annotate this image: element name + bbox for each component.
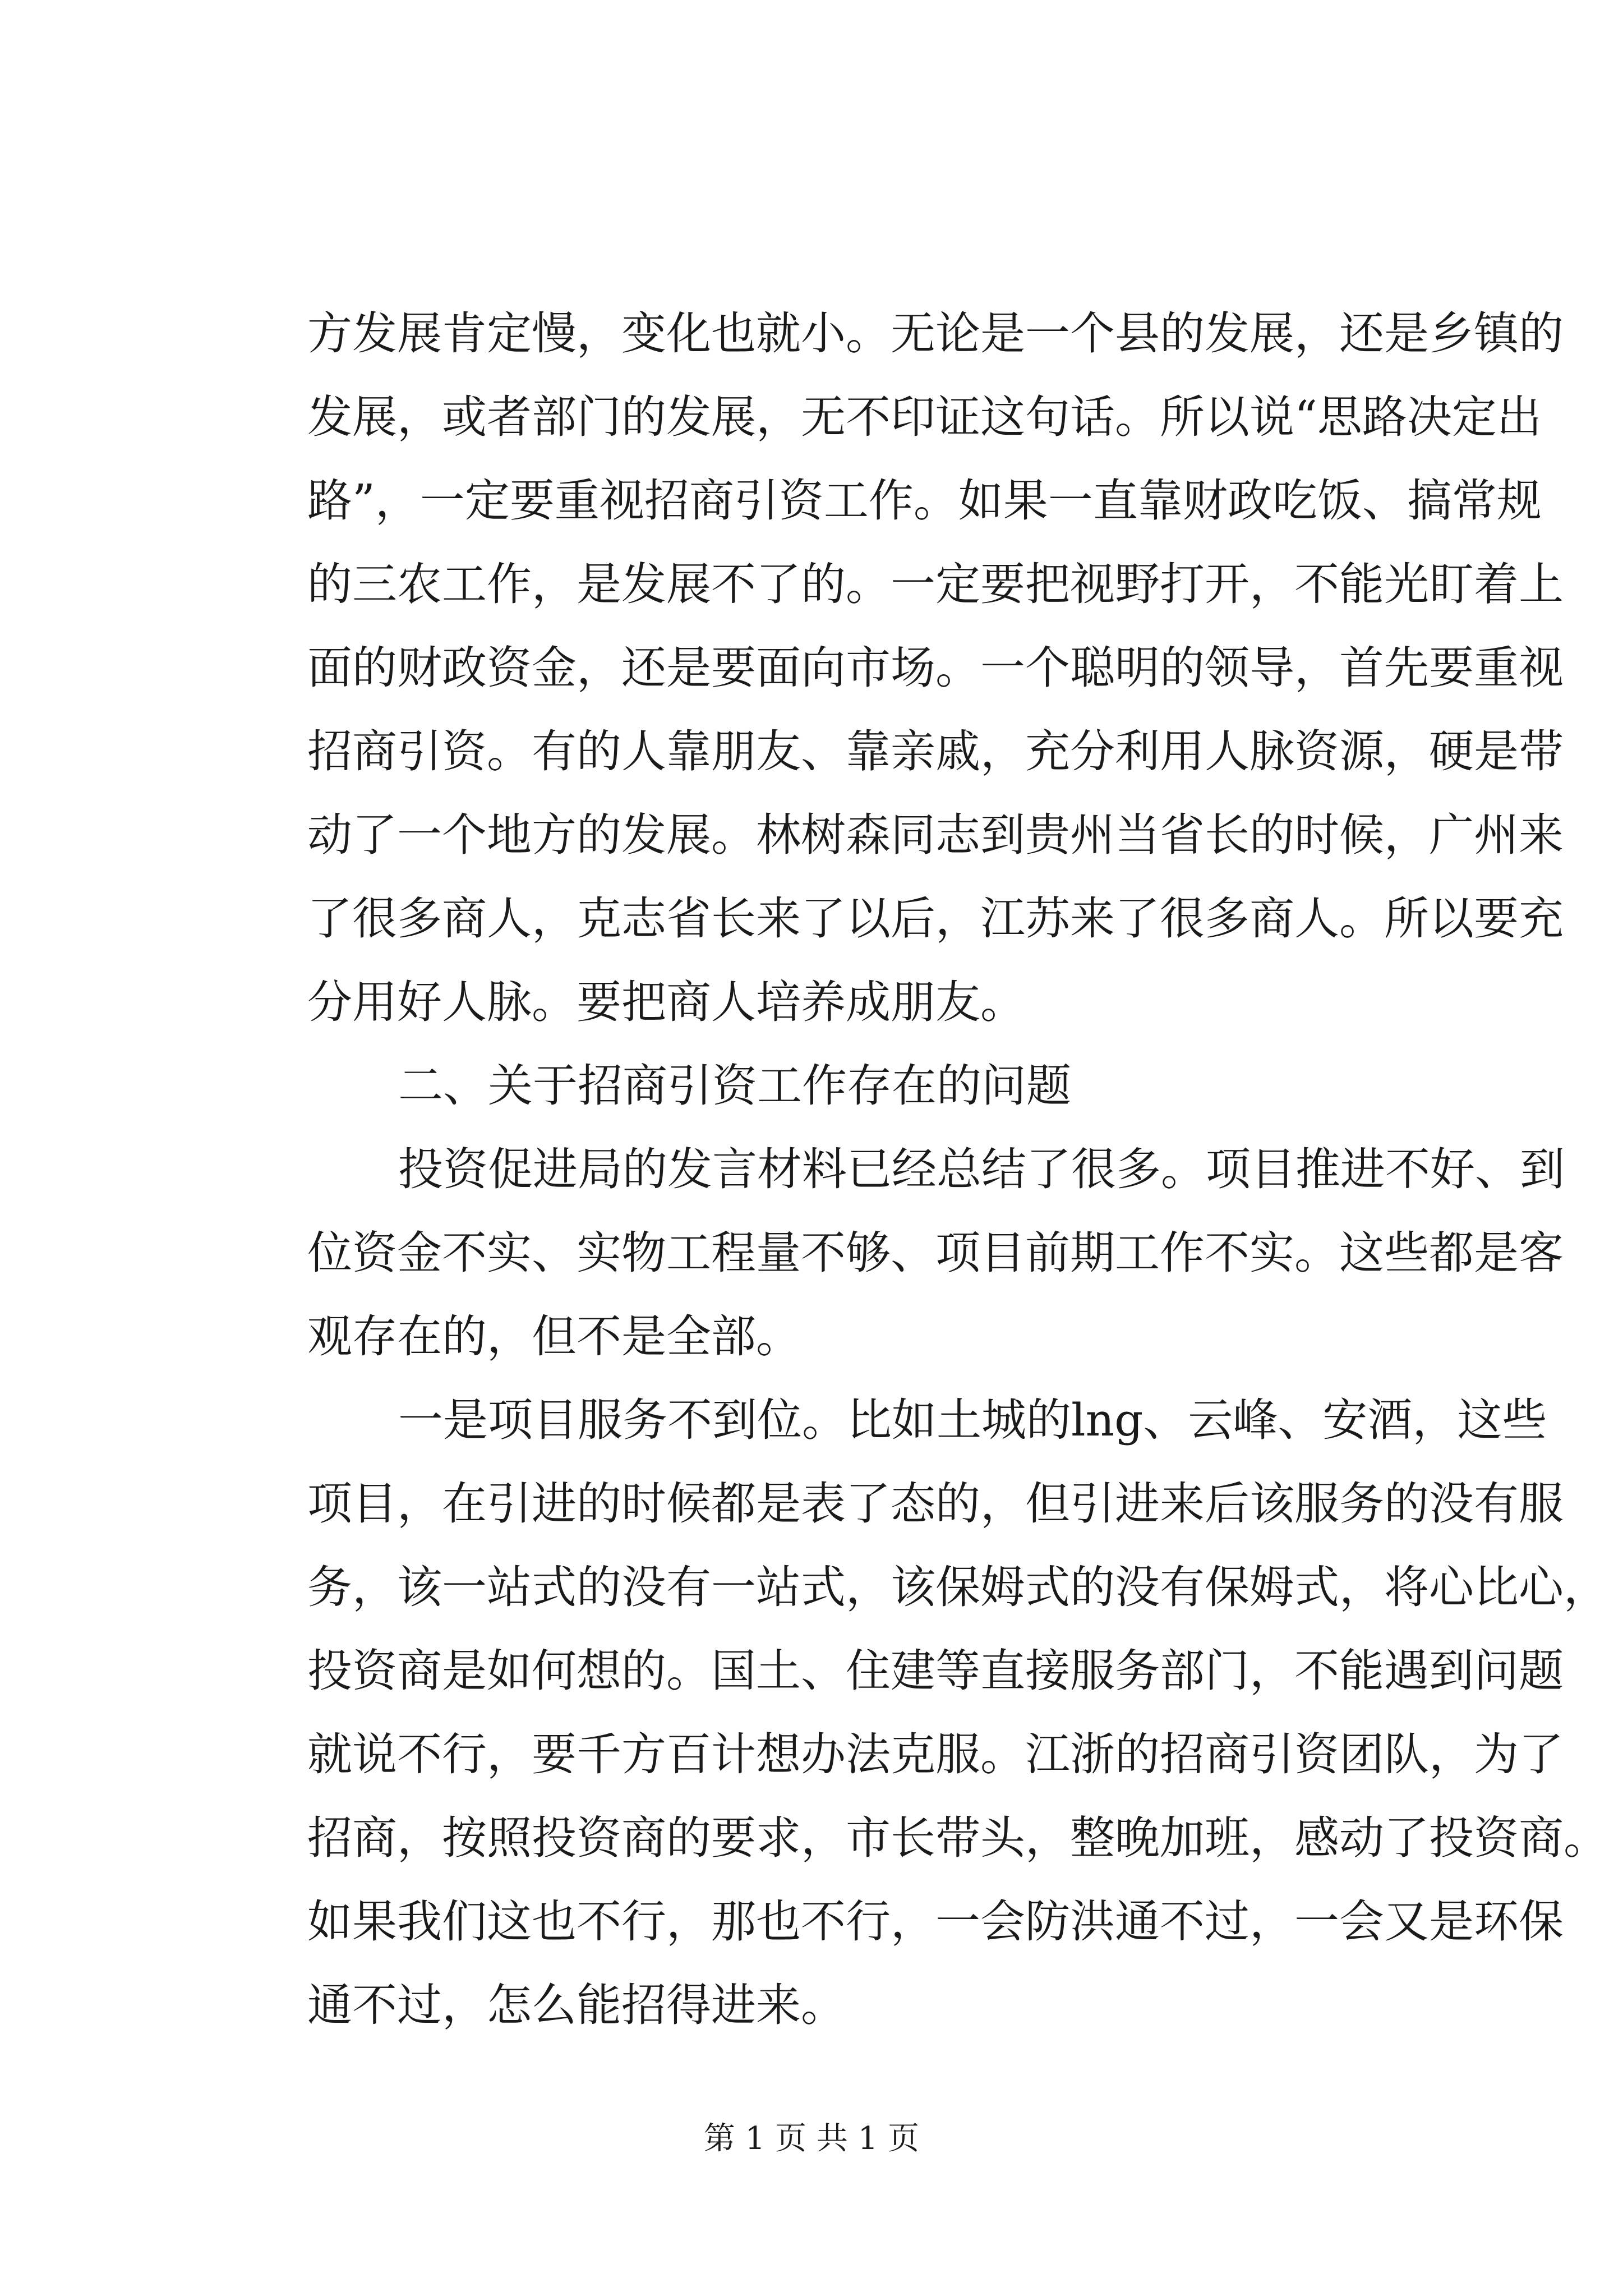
text-line: 观存在的，但不是全部。 <box>307 1310 801 1363</box>
text-line: 路”，一定要重视招商引资工作。如果一直靠财政吃饭、搞常规 <box>307 475 1542 527</box>
text-line: 务，该一站式的没有一站式，该保姆式的没有保姆式，将心比心， <box>307 1561 1608 1613</box>
text-line: 投资商是如何想的。国土、住建等直接服务部门，不能遇到问题 <box>307 1645 1564 1697</box>
text-line: 招商引资。有的人靠朋友、靠亲戚，充分利用人脉资源，硬是带 <box>307 725 1564 777</box>
text-line: 的三农工作，是发展不了的。一定要把视野打开，不能光盯着上 <box>307 558 1564 610</box>
text-line: 位资金不实、实物工程量不够、项目前期工作不实。这些都是客 <box>307 1227 1564 1279</box>
text-line: 了很多商人，克志省长来了以后，江苏来了很多商人。所以要充 <box>307 892 1564 945</box>
section-heading: 二、关于招商引资工作存在的问题 <box>398 1060 1071 1112</box>
text-line: 如果我们这也不行，那也不行，一会防洪通不过，一会又是环保 <box>307 1895 1564 1948</box>
text-line: 分用好人脉。要把商人培养成朋友。 <box>307 976 1025 1028</box>
text-line: 就说不行，要千方百计想办法克服。江浙的招商引资团队，为了 <box>307 1728 1564 1780</box>
text-line: 动了一个地方的发展。林树森同志到贵州当省长的时候，广州来 <box>307 809 1564 861</box>
text-line: 发展，或者部门的发展，无不印证这句话。所以说“思路决定出 <box>307 391 1542 443</box>
text-line: 方发展肯定慢，变化也就小。无论是一个县的发展，还是乡镇的 <box>307 307 1564 360</box>
text-line: 投资促进局的发言材料已经总结了很多。项目推进不好、到 <box>398 1143 1565 1195</box>
text-line: 项目，在引进的时候都是表了态的，但引进来后该服务的没有服 <box>307 1478 1564 1530</box>
text-line: 招商，按照投资商的要求，市长带头，整晚加班，感动了投资商。 <box>307 1812 1608 1864</box>
text-line: 面的财政资金，还是要面向市场。一个聪明的领导，首先要重视 <box>307 642 1564 694</box>
text-line: 通不过，怎么能招得进来。 <box>307 1979 846 2031</box>
document-body <box>307 292 1608 2047</box>
text-line: 一是项目服务不到位。比如土城的lng、云峰、安酒，这些 <box>398 1394 1547 1446</box>
page-footer: 第 1 页 共 1 页 <box>703 2120 920 2157</box>
